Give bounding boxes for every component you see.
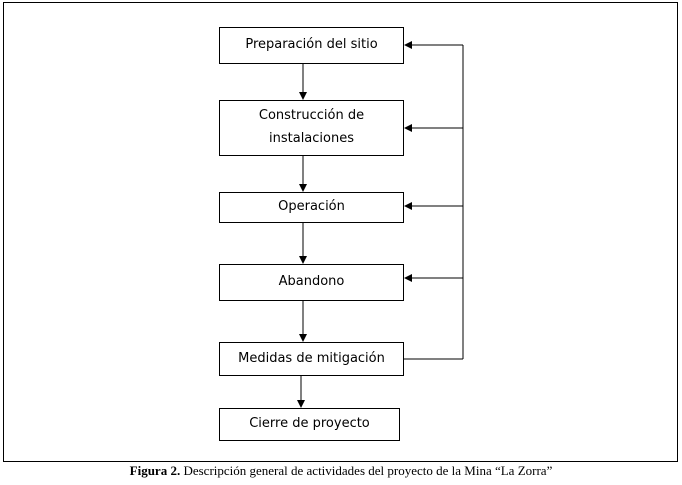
box-medidas-de-mitigacion: Medidas de mitigación: [219, 342, 404, 376]
box-abandono: Abandono: [219, 264, 404, 301]
figure-caption: [0, 463, 682, 479]
caption-text: Descripción general de actividades del proyecto de la Mina “La Zorra”: [180, 463, 553, 478]
box-cierre-de-proyecto: Cierre de proyecto: [219, 408, 400, 441]
box-operacion: Operación: [219, 192, 404, 223]
box-construccion-de-instalaciones: Construcción de instalaciones: [219, 100, 404, 156]
box-preparacion-del-sitio: Preparación del sitio: [219, 27, 404, 64]
caption-label: Figura 2.: [129, 463, 181, 478]
